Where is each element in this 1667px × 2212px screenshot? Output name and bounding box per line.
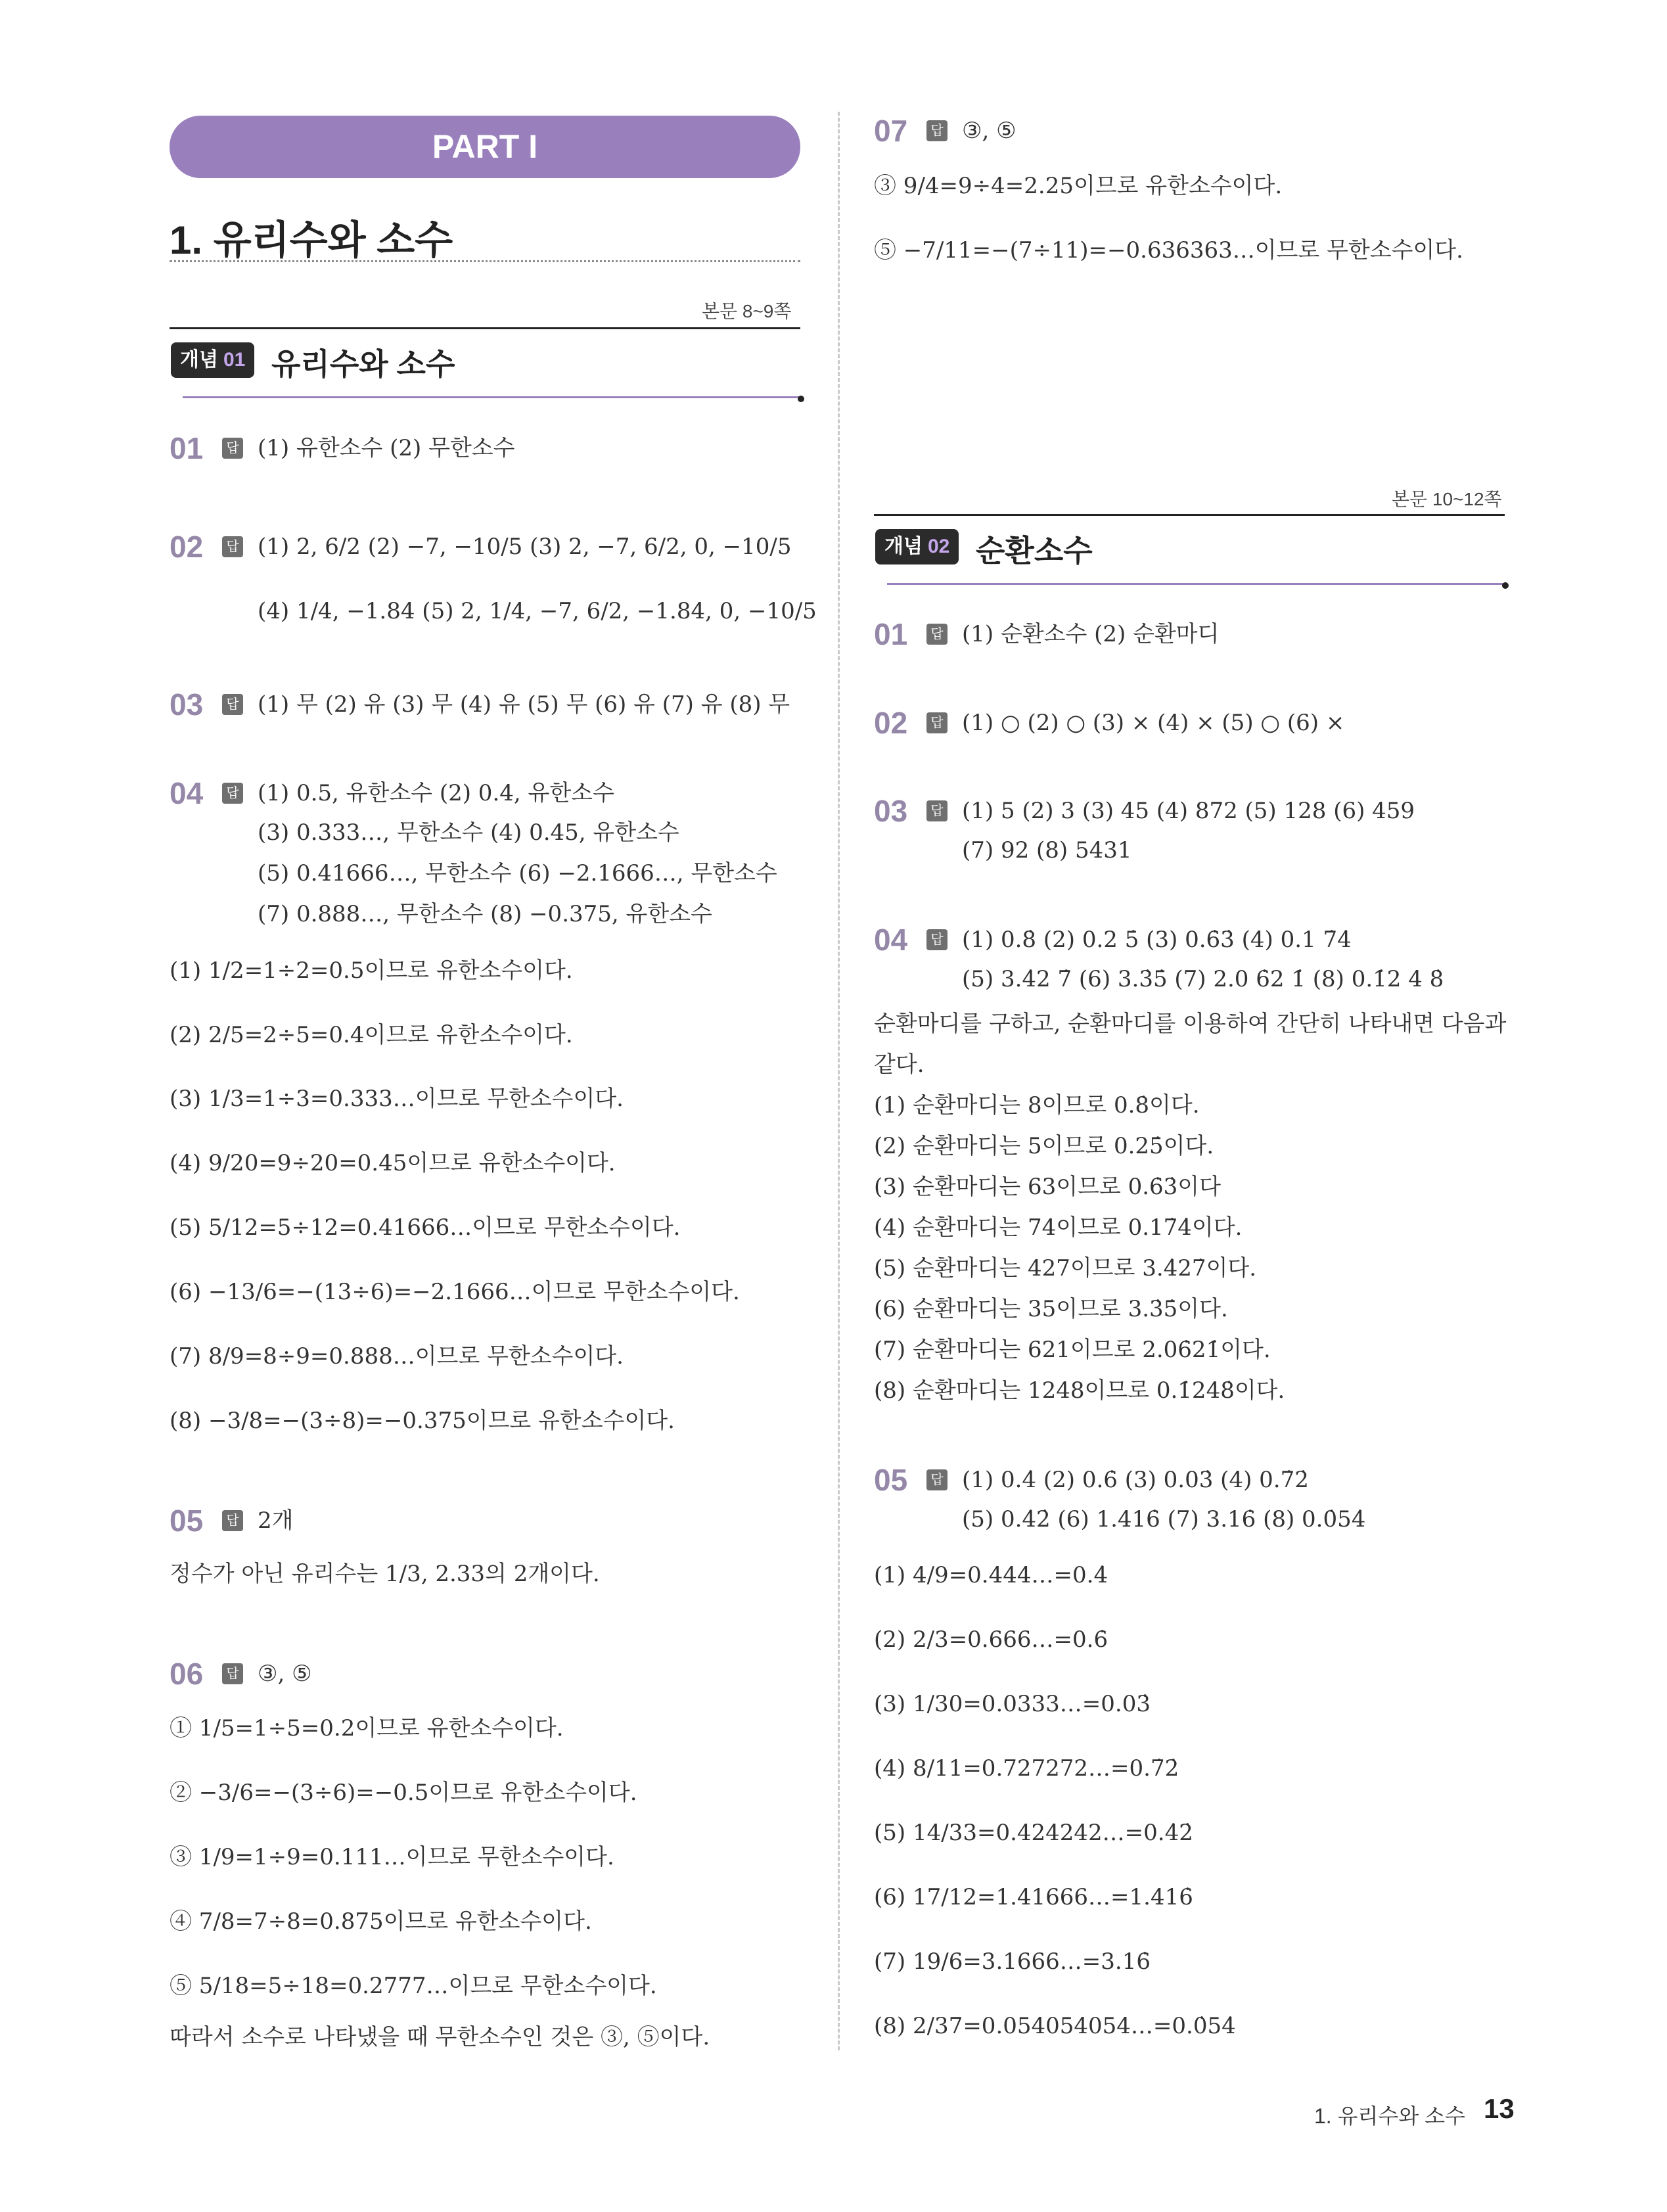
concept-underline	[183, 396, 800, 398]
page-number: 13	[1484, 2093, 1515, 2124]
question-05	[874, 1462, 1309, 1496]
question-number: 02	[170, 530, 204, 564]
explanation-line: (8) −3/8=−(3÷8)=−0.375이므로 유한소수이다.	[170, 1408, 675, 1434]
answer-badge: 답	[222, 438, 243, 459]
footer-chapter-title: 1. 유리수와 소수	[1314, 2104, 1465, 2128]
explanation-line: (2) 2/5=2÷5=0.4이므로 유한소수이다.	[170, 1022, 573, 1048]
explanation-line: ④ 7/8=7÷8=0.875이므로 유한소수이다.	[170, 1908, 592, 1935]
concept-header-01	[170, 327, 800, 398]
question-number: 01	[874, 617, 908, 651]
concept-header-02	[874, 514, 1505, 585]
concept-tag	[875, 529, 959, 565]
answer-badge: 답	[926, 800, 948, 821]
explanation-line: (7) 8/9=8÷9=0.888…이므로 무한소수이다.	[170, 1343, 624, 1370]
answer-line: (7) 92 (8) 5431	[962, 837, 1132, 864]
explanation-line: (7) 19/6=3.1666…=3.16̇	[874, 1948, 1151, 1975]
answer-line: (5) 3.4̇2 7̇ (6) 3.3̇5̇ (7) 2.0 6̇2 1̇ (8) 0.1̇2 4 8̇	[962, 966, 1444, 992]
answer-line: (7) 0.888…, 무한소수 (8) −0.375, 유한소수	[258, 901, 712, 927]
explanation-line: (3) 1/3=1÷3=0.333…이므로 무한소수이다.	[170, 1086, 624, 1112]
concept-tag	[171, 342, 254, 378]
concept-title: 순환소수	[976, 534, 1093, 568]
explanation-line: (8) 순환마디는 1248이므로 0.1̇248̇이다.	[874, 1377, 1285, 1404]
answer-badge: 답	[926, 624, 948, 645]
answer-badge: 답	[222, 783, 243, 804]
answer-line: (5) 0.41666…, 무한소수 (6) −2.1666…, 무한소수	[258, 860, 777, 887]
answer-badge: 답	[222, 536, 243, 557]
explanation-line: ⑤ −7/11=−(7÷11)=−0.636363…이므로 무한소수이다.	[874, 237, 1463, 264]
question-number: 05	[170, 1504, 204, 1538]
explanation-line: (7) 순환마디는 621이므로 2.06̇21̇이다.	[874, 1337, 1271, 1363]
answer-text: (1) 0.5, 유한소수 (2) 0.4, 유한소수	[258, 780, 614, 806]
question-number: 05	[874, 1463, 908, 1497]
explanation-line: (5) 순환마디는 427이므로 3.4̇27̇이다.	[874, 1255, 1257, 1281]
question-04	[170, 775, 614, 810]
explanation-line: (1) 1/2=1÷2=0.5이므로 유한소수이다.	[170, 957, 573, 984]
question-04	[874, 922, 1352, 956]
part-banner: PART I	[170, 116, 800, 178]
question-05	[170, 1503, 293, 1537]
explanation-line: ③ 1/9=1÷9=0.111…이므로 무한소수이다.	[170, 1844, 614, 1870]
answer-text: ③, ⑤	[962, 118, 1016, 144]
explanation-line: ③ 9/4=9÷4=2.25이므로 유한소수이다.	[874, 173, 1283, 199]
explanation-line: (3) 순환마디는 63이므로 0.6̇3̇이다	[874, 1174, 1221, 1200]
answer-text: (1) 0.4̇ (2) 0.6̇ (3) 0.03̇ (4) 0.7̇2̇	[962, 1467, 1309, 1493]
explanation-line: (4) 9/20=9÷20=0.45이므로 유한소수이다.	[170, 1150, 616, 1176]
answer-badge: 답	[926, 120, 948, 141]
answer-line: (4) 1/4, −1.84 (5) 2, 1/4, −7, 6/2, −1.84, 0, −10/5	[258, 598, 817, 624]
concept-tag-number: 01	[223, 349, 246, 371]
explanation-line: ① 1/5=1÷5=0.2이므로 유한소수이다.	[170, 1715, 564, 1741]
question-number: 04	[170, 776, 204, 810]
question-number: 06	[170, 1657, 204, 1691]
answer-text: (1) 2, 6/2 (2) −7, −10/5 (3) 2, −7, 6/2, 0, −10/5	[258, 534, 792, 560]
page-reference: 본문 8~9쪽	[702, 301, 792, 321]
concept-underline-dot	[798, 396, 804, 402]
answer-text: ③, ⑤	[258, 1661, 312, 1687]
explanation-line: ⑤ 5/18=5÷18=0.2777…이므로 무한소수이다.	[170, 1973, 657, 1999]
question-number: 02	[874, 706, 908, 740]
concept-title: 유리수와 소수	[271, 347, 455, 381]
question-03	[170, 687, 790, 721]
question-02	[874, 705, 1344, 739]
answer-text: (1) 0.8̇ (2) 0.2 5̇ (3) 0.6̇3̇ (4) 0.1 7̇4̇	[962, 927, 1352, 953]
answer-text: (1) ○ (2) ○ (3) × (4) × (5) ○ (6) ×	[962, 710, 1345, 736]
conclusion-line: 따라서 소수로 나타냈을 때 무한소수인 것은 ③, ⑤이다.	[170, 2024, 710, 2050]
question-number: 03	[170, 687, 204, 722]
explanation-line: 정수가 아닌 유리수는 1/3, 2.33의 2개이다.	[170, 1561, 600, 1587]
explanation-line: (6) 순환마디는 35이므로 3.3̇5̇이다.	[874, 1296, 1228, 1322]
explanation-line: (1) 4/9=0.444…=0.4̇	[874, 1562, 1108, 1588]
question-07	[874, 113, 1016, 147]
answer-text: (1) 유한소수 (2) 무한소수	[258, 435, 515, 461]
answer-badge: 답	[222, 1510, 243, 1531]
answer-badge: 답	[926, 712, 948, 733]
column-divider	[838, 112, 840, 2050]
question-number: 03	[874, 794, 908, 828]
chapter-rule	[170, 260, 800, 262]
answer-text: (1) 5 (2) 3 (3) 45 (4) 872 (5) 128 (6) 459	[962, 798, 1415, 824]
intro-line: 같다.	[874, 1051, 925, 1078]
question-03	[874, 793, 1415, 827]
explanation-line: (3) 1/30=0.0333…=0.03̇	[874, 1691, 1151, 1717]
answer-badge: 답	[926, 1469, 948, 1490]
question-number: 07	[874, 114, 908, 148]
answer-line: (5) 0.4̇2̇ (6) 1.416̇ (7) 3.16̇ (8) 0.0̇54̇	[962, 1506, 1366, 1532]
answer-badge: 답	[222, 694, 243, 715]
explanation-line: (8) 2/37=0.054054054…=0.0̇54̇	[874, 2013, 1236, 2039]
question-number: 04	[874, 923, 908, 957]
explanation-line: (2) 순환마디는 5이므로 0.25̇이다.	[874, 1133, 1214, 1159]
explanation-line: (2) 2/3=0.666…=0.6̇	[874, 1626, 1108, 1653]
explanation-line: (6) 17/12=1.41666…=1.416̇	[874, 1884, 1193, 1910]
concept-underline-dot	[1502, 582, 1509, 589]
page-reference: 본문 10~12쪽	[1392, 489, 1502, 509]
question-01	[874, 616, 1220, 651]
question-06	[170, 1656, 312, 1690]
answer-line: (3) 0.333…, 무한소수 (4) 0.45, 유한소수	[258, 819, 679, 846]
question-01	[170, 430, 515, 465]
explanation-line: (5) 14/33=0.424242…=0.4̇2̇	[874, 1820, 1193, 1846]
chapter-title: 1. 유리수와 소수	[170, 218, 453, 262]
concept-tag-label: 개념	[180, 349, 218, 371]
concept-tag-number: 02	[927, 536, 950, 557]
explanation-line: (4) 8/11=0.727272…=0.7̇2̇	[874, 1755, 1179, 1782]
explanation-line: (6) −13/6=−(13÷6)=−2.1666…이므로 무한소수이다.	[170, 1279, 740, 1305]
intro-line: 순환마디를 구하고, 순환마디를 이용하여 간단히 나타내면 다음과	[874, 1011, 1507, 1037]
explanation-line: ② −3/6=−(3÷6)=−0.5이므로 유한소수이다.	[170, 1780, 637, 1806]
answer-badge: 답	[926, 929, 948, 950]
question-number: 01	[170, 431, 204, 465]
answer-text: (1) 무 (2) 유 (3) 무 (4) 유 (5) 무 (6) 유 (7) 유 (8) 무	[258, 691, 790, 718]
explanation-line: (4) 순환마디는 74이므로 0.17̇4̇이다.	[874, 1214, 1243, 1241]
answer-text: (1) 순환소수 (2) 순환마디	[962, 621, 1220, 647]
explanation-line: (5) 5/12=5÷12=0.41666…이므로 무한소수이다.	[170, 1214, 681, 1241]
concept-underline	[887, 583, 1505, 585]
answer-badge: 답	[222, 1663, 243, 1684]
explanation-line: (1) 순환마디는 8이므로 0.8̇이다.	[874, 1092, 1200, 1118]
answer-text: 2개	[258, 1508, 294, 1534]
question-02	[170, 529, 791, 563]
concept-tag-label: 개념	[884, 536, 923, 557]
